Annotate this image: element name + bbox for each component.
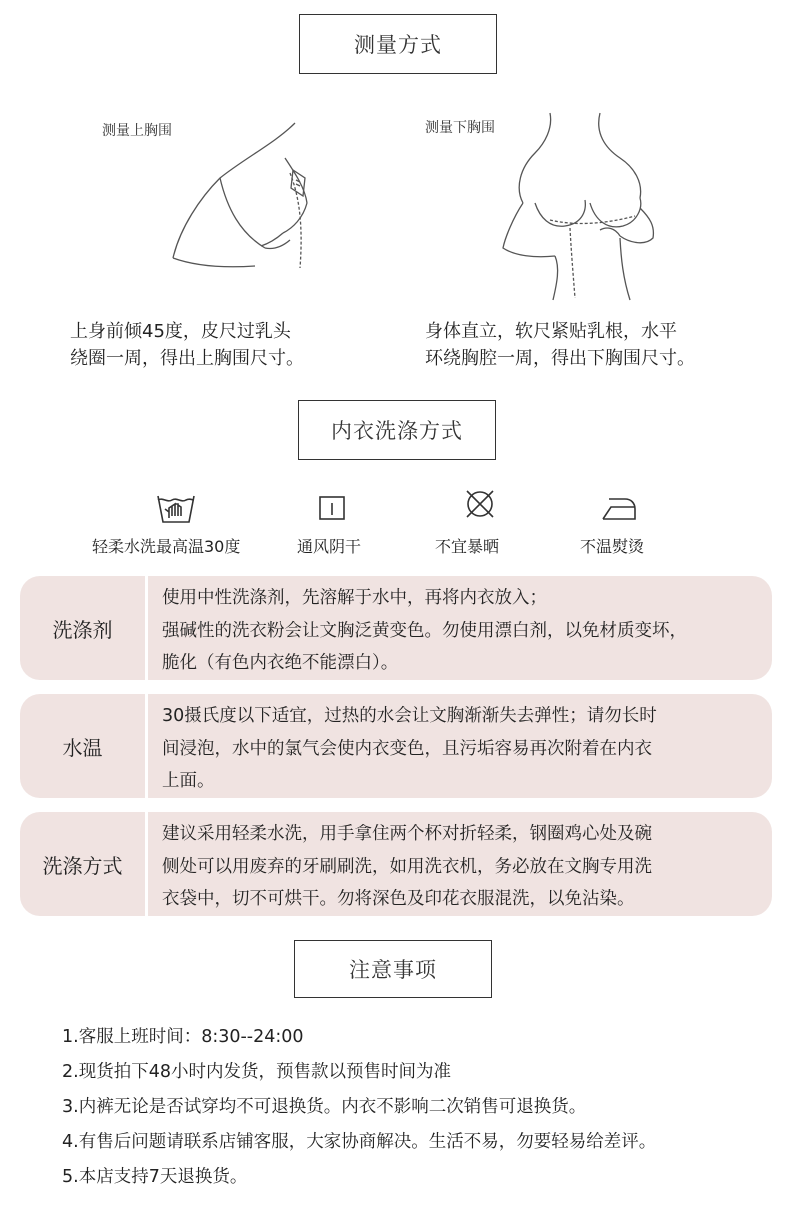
lower-bust-figure [495,108,670,303]
do-not-sun-dry-icon [440,484,520,524]
line-dry-shade-label: 通风阴干 [297,537,362,556]
notice-item-5: 5.本店支持7天退换货。 [62,1167,248,1187]
lower-bust-desc-line2: 环绕胸腔一周，得出下胸围尺寸。 [425,348,695,369]
lower-bust-label: 测量下胸围 [425,120,495,136]
wash-row-detergent-body: 使用中性洗涤剂，先溶解于水中，再将内衣放入； 强碱性的洗衣粉会让文胸泛黄变色。勿使用漂白剂，以免材质变坏， 脆化（有色内衣绝不能漂白）。 [162,588,687,673]
measure-section-title: 测量方式 [299,14,497,74]
wash-row-method-body: 建议采用轻柔水洗，用手拿住两个杯对折轻柔，钢圈鸡心处及碗 侧处可以用废弃的牙刷刷洗，如用洗衣机，务必放在文胸专用洗 衣袋中，切不可烘干。勿将深色及印花衣服混洗，以免沾染。 [162,824,652,909]
wash-row-detergent [20,576,772,680]
low-iron-icon [579,488,659,528]
notice-item-2: 2.现货拍下48小时内发货，预售款以预售时间为准 [62,1062,451,1082]
wash-row-water-temp [20,694,772,798]
lower-bust-desc [425,318,695,372]
notice-item-4: 4.有售后问题请联系店铺客服，大家协商解决。生活不易，勿要轻易给差评。 [62,1132,657,1152]
wash-row-water-temp-body: 30摄氏度以下适宜，过热的水会让文胸渐渐失去弹性；请勿长时 间浸泡，水中的氯气会使内衣变色，且污垢容易再次附着在内衣 上面。 [162,706,657,791]
wash-row-method-head: 洗涤方式 [20,812,148,916]
low-iron-label: 不温熨烫 [580,537,645,556]
upper-bust-label: 测量上胸围 [102,123,172,139]
wash-section-title: 内衣洗涤方式 [298,400,496,460]
wash-row-water-temp-head: 水温 [20,694,148,798]
wash-row-detergent-head: 洗涤剂 [20,576,148,680]
hand-wash-30-icon [136,488,216,528]
notice-section-title: 注意事项 [294,940,492,998]
upper-bust-figure [165,118,335,278]
lower-bust-desc-line1: 身体直立，软尺紧贴乳根，水平 [425,321,677,342]
notice-item-3: 3.内裤无论是否试穿均不可退换货。内衣不影响二次销售可退换货。 [62,1097,587,1117]
hand-wash-30-label: 轻柔水洗最高温30度 [92,537,241,556]
upper-bust-desc-line2: 绕圈一周，得出上胸围尺寸。 [70,348,304,369]
do-not-sun-dry-label: 不宜暴晒 [435,537,500,556]
notice-item-1: 1.客服上班时间：8:30--24:00 [62,1027,304,1047]
wash-row-method [20,812,772,916]
line-dry-shade-icon [292,488,372,528]
upper-bust-desc [70,318,304,372]
upper-bust-desc-line1: 上身前倾45度，皮尺过乳头 [70,321,291,342]
